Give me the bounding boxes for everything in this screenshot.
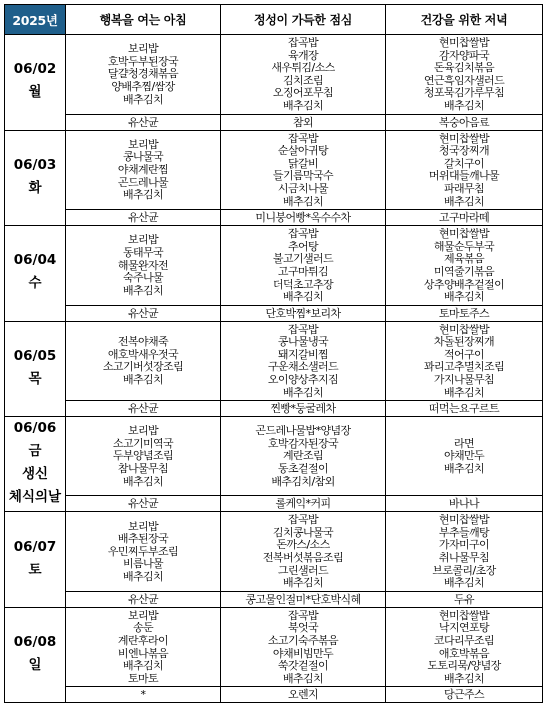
menu-item: 제육볶음 xyxy=(443,253,485,266)
menu-item: 배추김치 xyxy=(122,189,164,202)
menu-item: 갈치구이 xyxy=(443,157,485,170)
menu-item: 배추김치 xyxy=(443,195,485,208)
breakfast-menu-cell xyxy=(66,321,221,401)
weekday-label: 화 xyxy=(28,179,42,196)
breakfast-menu-cell xyxy=(66,226,221,306)
date-label: 06/03 xyxy=(13,156,57,173)
date-label: 06/05 xyxy=(13,347,57,364)
menu-item: 애호박새우젓국 xyxy=(107,348,179,361)
menu-item: 김치조림 xyxy=(282,74,324,87)
menu-item: 오이양상추지짐 xyxy=(267,374,339,387)
menu-item: 현미찹쌀밥 xyxy=(438,228,490,241)
menu-item: 숙주나물 xyxy=(122,272,164,285)
day-row xyxy=(5,130,543,210)
menu-item: 야채만두 xyxy=(443,450,485,463)
menu-item: 콩나물국 xyxy=(122,151,164,164)
menu-item: 배추김치 xyxy=(122,475,164,488)
menu-item: 보리밥 xyxy=(127,609,159,622)
menu-item: 배추김치 xyxy=(122,284,164,297)
lunch-menu-cell xyxy=(221,512,386,592)
weekday-label: 수 xyxy=(28,275,42,292)
menu-item: 배추김치/참외 xyxy=(271,475,335,488)
lunch-snack-cell: 롤케익*커피 xyxy=(221,496,386,512)
weekday-label: 일 xyxy=(28,657,42,674)
menu-item: 오징어포무침 xyxy=(272,87,334,100)
menu-item: 곤드레나물 xyxy=(117,176,169,189)
menu-item: 코다리무조림 xyxy=(433,635,495,647)
menu-item: 계란조림 xyxy=(282,450,324,463)
breakfast-header: 행복을 여는 아침 xyxy=(66,5,221,35)
date-label: 06/08 xyxy=(13,634,57,651)
lunch-snack-cell: 단호박찜*보리차 xyxy=(221,305,386,321)
menu-item: 소고기숙주볶음 xyxy=(267,635,339,647)
menu-item: 두부양념조림 xyxy=(112,450,174,463)
menu-item: 배추김치 xyxy=(122,93,164,106)
menu-item: 순살아귀탕 xyxy=(277,145,329,158)
menu-item: 들기름막국수 xyxy=(272,170,334,183)
menu-item: 보리밥 xyxy=(127,425,159,438)
menu-item: 배추김치 xyxy=(443,99,485,112)
menu-item: 달걀청경채볶음 xyxy=(107,68,179,81)
menu-item: 호박감자된장국 xyxy=(267,437,339,450)
menu-item: 적어구이 xyxy=(443,348,485,361)
snack-row xyxy=(5,401,543,417)
menu-item: 가자미구이 xyxy=(438,539,490,552)
weekday-label: 토 xyxy=(28,561,42,578)
menu-item: 라면 xyxy=(453,437,475,450)
menu-item: 콩나물냉국 xyxy=(277,336,329,349)
snack-row xyxy=(5,114,543,130)
menu-item: 부추들깨탕 xyxy=(438,526,490,539)
day-row xyxy=(5,607,543,687)
lunch-snack-cell: 찐빵*둥굴레차 xyxy=(221,401,386,417)
snack-row xyxy=(5,496,543,512)
dinner-snack-cell: 고구마라떼 xyxy=(386,210,543,226)
menu-item: 청국장찌개 xyxy=(438,145,490,158)
menu-item: 새우튀김/소스 xyxy=(271,62,335,75)
day-note: 생신 xyxy=(21,466,49,483)
menu-item: 미역줄기볶음 xyxy=(433,265,495,278)
menu-item: 연근흑임자샐러드 xyxy=(423,74,505,87)
menu-item: 구운채소샐러드 xyxy=(267,361,339,374)
menu-item: 보리밥 xyxy=(127,43,159,56)
menu-item: 돈까스/소스 xyxy=(276,539,330,552)
menu-item: 도토리묵/양념장 xyxy=(427,660,501,673)
menu-item: 곤드레나물밥*양념장 xyxy=(255,425,351,438)
menu-item: 배추김치 xyxy=(282,672,324,685)
lunch-menu-cell xyxy=(221,226,386,306)
menu-item: 전복야채죽 xyxy=(117,336,169,349)
menu-item: 양배추찜/쌈장 xyxy=(111,81,175,94)
menu-item: 배추김치 xyxy=(282,386,324,399)
dinner-menu-cell xyxy=(386,130,543,210)
menu-item: 차돌된장찌개 xyxy=(433,336,495,349)
menu-item: 배추된장국 xyxy=(117,533,169,546)
menu-item: 비름나물 xyxy=(122,558,164,571)
menu-item: 현미찹쌀밥 xyxy=(438,37,490,49)
dinner-menu-cell xyxy=(386,321,543,401)
menu-item: 파래무침 xyxy=(443,182,485,195)
menu-item: 그린샐러드 xyxy=(277,564,329,577)
lunch-snack-cell: 미니붕어빵*옥수수차 xyxy=(221,210,386,226)
snack-row xyxy=(5,687,543,703)
snack-row xyxy=(5,305,543,321)
menu-item: 소고기버섯장조림 xyxy=(102,361,184,374)
menu-item: 해물완자전 xyxy=(117,259,169,272)
menu-item: 야채계란찜 xyxy=(117,164,169,177)
menu-item: 상추양배추겉절이 xyxy=(423,278,505,291)
menu-item: 배추김치 xyxy=(282,195,324,208)
dinner-menu-cell xyxy=(386,35,543,115)
dinner-snack-cell: 떠먹는요구르트 xyxy=(386,401,543,417)
menu-item: 낙지연포탕 xyxy=(438,622,490,635)
menu-item: 불고기샐러드 xyxy=(272,253,334,266)
menu-item: 더덕초고추장 xyxy=(272,278,334,291)
menu-item: 동초겉절이 xyxy=(277,463,329,476)
menu-item: 배추김치 xyxy=(282,291,324,304)
menu-item: 돈육김치볶음 xyxy=(433,62,495,75)
breakfast-snack-cell: 유산균 xyxy=(66,210,221,226)
breakfast-snack-cell: * xyxy=(66,687,221,703)
day-row xyxy=(5,512,543,592)
day-note: 체식의날 xyxy=(8,489,62,506)
dinner-header: 건강을 위한 저녁 xyxy=(386,5,543,35)
lunch-snack-cell: 참외 xyxy=(221,114,386,130)
breakfast-snack-cell: 유산균 xyxy=(66,591,221,607)
menu-item: 현미찹쌀밥 xyxy=(438,132,490,145)
menu-item: 배추김치 xyxy=(443,386,485,399)
breakfast-snack-cell: 유산균 xyxy=(66,496,221,512)
day-row xyxy=(5,226,543,306)
menu-item: 북엇국 xyxy=(287,622,319,635)
lunch-menu-cell xyxy=(221,321,386,401)
lunch-menu-cell xyxy=(221,130,386,210)
menu-item: 애호박볶음 xyxy=(438,647,490,660)
menu-item: 배추김치 xyxy=(122,374,164,387)
menu-item: 배추김치 xyxy=(122,660,164,673)
menu-item: 보리밥 xyxy=(127,520,159,533)
menu-item: 취나물무침 xyxy=(438,552,490,565)
menu-item: 호박두부된장국 xyxy=(107,55,179,68)
lunch-menu-cell xyxy=(221,417,386,496)
day-cell xyxy=(5,607,66,703)
menu-item: 시금치나물 xyxy=(277,182,329,195)
day-cell xyxy=(5,512,66,608)
menu-item: 보리밥 xyxy=(127,138,159,151)
menu-item: 배추김치 xyxy=(282,99,324,112)
menu-item: 육개장 xyxy=(287,49,319,62)
lunch-snack-cell: 오렌지 xyxy=(221,687,386,703)
menu-item: 배추김치 xyxy=(443,672,485,685)
menu-item: 잡곡밥 xyxy=(287,228,319,241)
menu-item: 배추김치 xyxy=(122,570,164,583)
dinner-menu-cell xyxy=(386,226,543,306)
day-row xyxy=(5,35,543,115)
menu-item: 잡곡밥 xyxy=(287,323,319,336)
menu-item: 배추김치 xyxy=(443,291,485,304)
menu-item: 배추김치 xyxy=(443,463,485,476)
dinner-snack-cell: 토마토주스 xyxy=(386,305,543,321)
menu-item: 잡곡밥 xyxy=(287,514,319,527)
weekday-label: 금 xyxy=(28,443,42,460)
breakfast-snack-cell: 유산균 xyxy=(66,114,221,130)
menu-item: 현미찹쌀밥 xyxy=(438,609,490,622)
menu-item: 현미찹쌀밥 xyxy=(438,514,490,527)
day-row xyxy=(5,321,543,401)
menu-item: 추어탕 xyxy=(287,240,319,253)
dinner-snack-cell: 당근주스 xyxy=(386,687,543,703)
breakfast-menu-cell xyxy=(66,35,221,115)
lunch-menu-cell xyxy=(221,35,386,115)
menu-body xyxy=(5,35,543,703)
day-cell xyxy=(5,226,66,322)
menu-item: 배추김치 xyxy=(443,577,485,590)
date-label: 06/02 xyxy=(13,61,57,78)
date-label: 06/04 xyxy=(13,252,57,269)
snack-row xyxy=(5,210,543,226)
date-label: 06/06 xyxy=(13,420,57,437)
menu-item: 토마토 xyxy=(127,672,159,685)
day-row xyxy=(5,417,543,496)
lunch-menu-cell xyxy=(221,607,386,687)
day-cell xyxy=(5,321,66,417)
menu-item: 해물순두부국 xyxy=(433,240,495,253)
menu-item: 닭갈비 xyxy=(287,157,319,170)
breakfast-menu-cell xyxy=(66,130,221,210)
dinner-menu-cell xyxy=(386,512,543,592)
menu-item: 브로콜리/초장 xyxy=(432,564,496,577)
menu-item: 우민찌두부조림 xyxy=(107,545,179,558)
menu-item: 비엔나볶음 xyxy=(117,647,169,660)
menu-item: 잡곡밥 xyxy=(287,132,319,145)
menu-item: 송둔 xyxy=(132,622,154,635)
weekly-meal-menu-table xyxy=(4,4,543,703)
menu-item: 소고기미역국 xyxy=(112,437,174,450)
date-label: 06/07 xyxy=(13,538,57,555)
lunch-header: 정성이 가득한 점심 xyxy=(221,5,386,35)
menu-item: 감자양파국 xyxy=(438,49,490,62)
menu-item: 참나물무침 xyxy=(117,463,169,476)
menu-item: 잡곡밥 xyxy=(287,37,319,49)
dinner-snack-cell: 복숭아음료 xyxy=(386,114,543,130)
menu-item: 머위대들깨나물 xyxy=(428,170,500,183)
day-cell xyxy=(5,35,66,131)
weekday-label: 월 xyxy=(28,84,42,101)
menu-item: 가지나물무침 xyxy=(433,374,495,387)
weekday-label: 목 xyxy=(28,370,42,387)
menu-item: 전복버섯볶음조림 xyxy=(262,552,344,565)
menu-item: 야채비빔만두 xyxy=(272,647,334,660)
dinner-menu-cell xyxy=(386,417,543,496)
lunch-snack-cell: 콩고물인절미*단호박식혜 xyxy=(221,591,386,607)
menu-item: 꽈리고추멸치조림 xyxy=(423,361,505,374)
menu-item: 계란후라이 xyxy=(117,635,169,647)
breakfast-menu-cell xyxy=(66,512,221,592)
snack-row xyxy=(5,591,543,607)
menu-item: 동태무국 xyxy=(122,247,164,260)
breakfast-snack-cell: 유산균 xyxy=(66,305,221,321)
dinner-snack-cell: 두유 xyxy=(386,591,543,607)
menu-item: 보리밥 xyxy=(127,234,159,247)
dinner-menu-cell xyxy=(386,607,543,687)
breakfast-menu-cell xyxy=(66,607,221,687)
breakfast-snack-cell: 유산균 xyxy=(66,401,221,417)
menu-item: 청포묵김가루무침 xyxy=(423,87,505,100)
header-row xyxy=(5,5,543,35)
dinner-snack-cell: 바나나 xyxy=(386,496,543,512)
menu-item: 잡곡밥 xyxy=(287,609,319,622)
day-cell xyxy=(5,130,66,226)
menu-item: 현미찹쌀밥 xyxy=(438,323,490,336)
menu-item: 고구마튀김 xyxy=(277,265,329,278)
day-cell xyxy=(5,417,66,512)
menu-item: 쑥갓겉절이 xyxy=(277,660,329,673)
year-header: 2025년 xyxy=(5,5,66,35)
breakfast-menu-cell xyxy=(66,417,221,496)
menu-item: 돼지갈비찜 xyxy=(277,348,329,361)
menu-item: 배추김치 xyxy=(282,577,324,590)
menu-item: 김치콩나물국 xyxy=(272,526,334,539)
